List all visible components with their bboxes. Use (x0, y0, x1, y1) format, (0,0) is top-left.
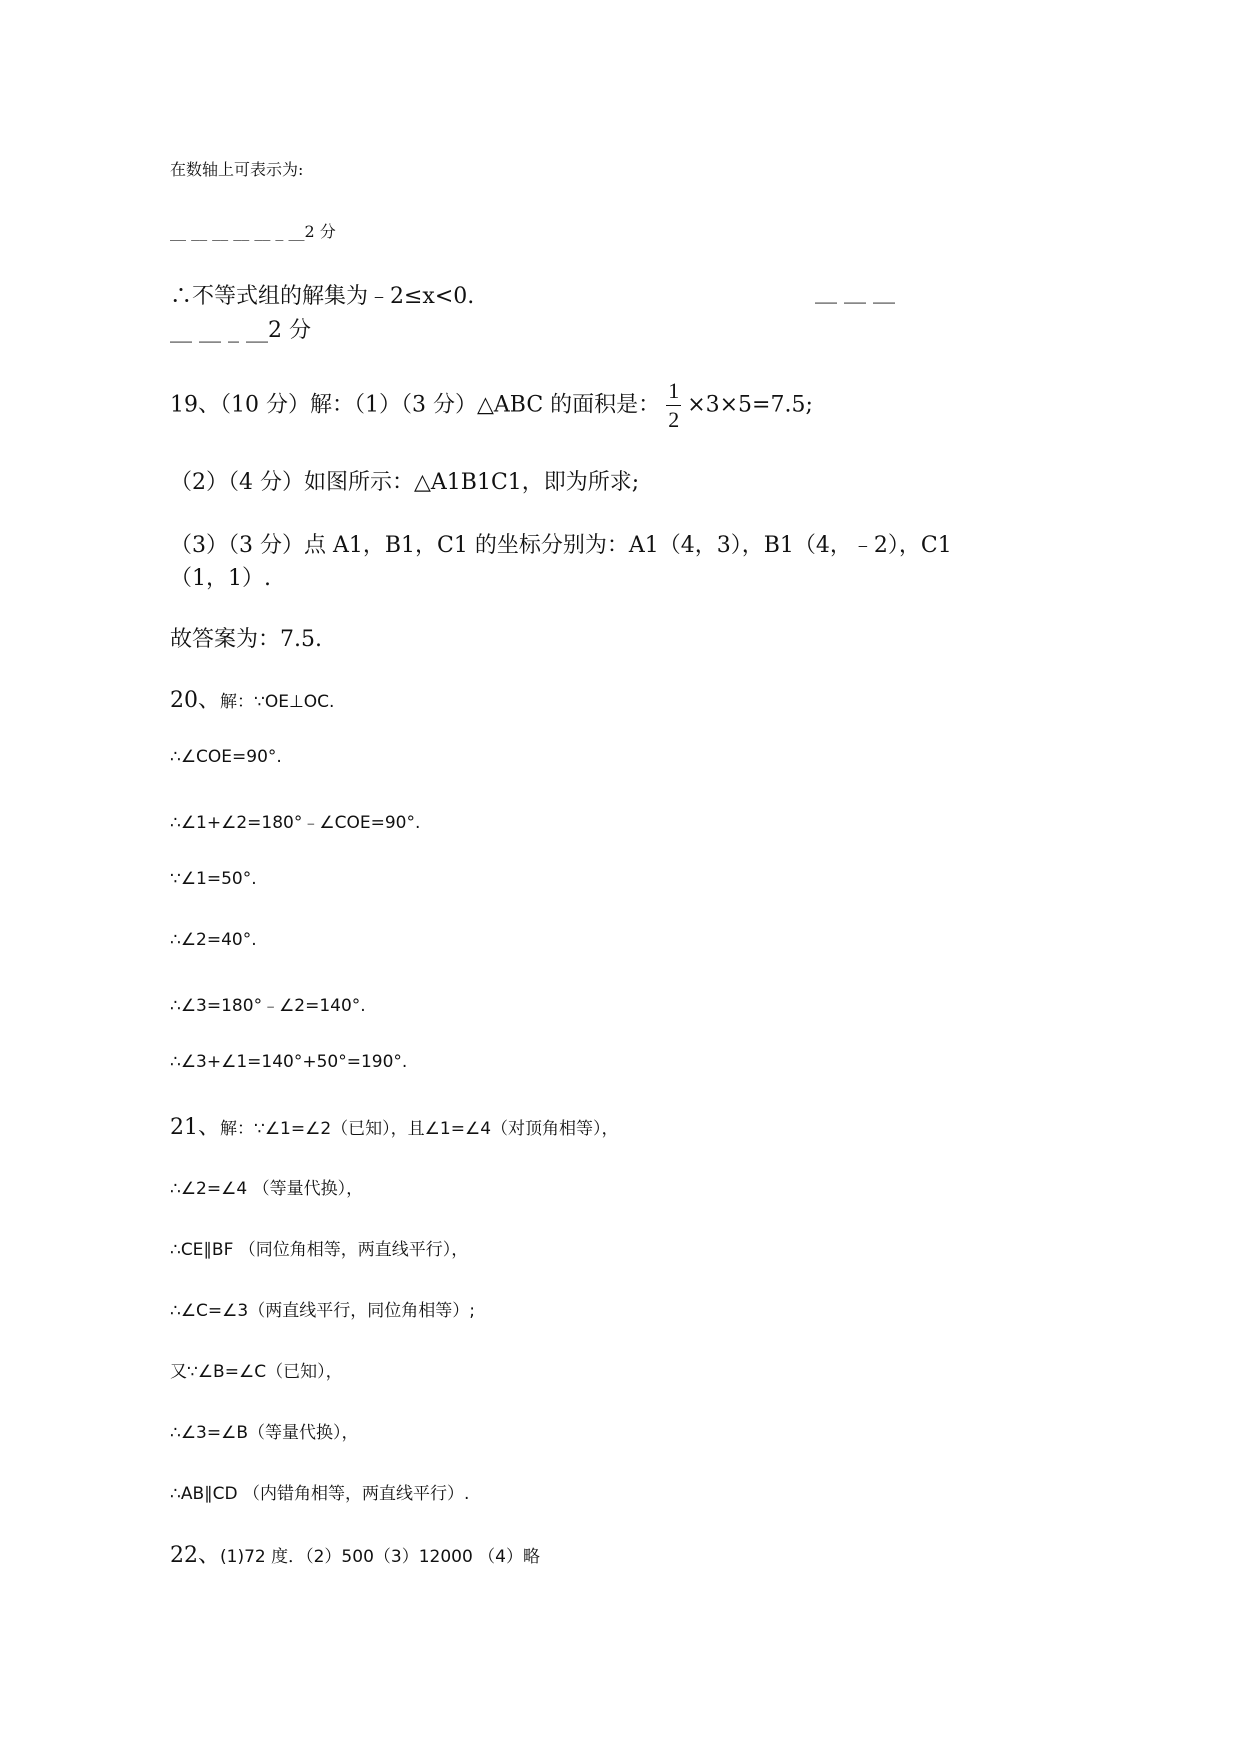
q20-step: ∴∠1+∠2=180°﹣∠COE=90°. (170, 813, 421, 833)
q19-part1-result: ×3×5=7.5; (687, 392, 813, 418)
score-line-1: __ __ __ __ __ _ __2 分 (170, 222, 336, 241)
q19-part1-text: 19、（10 分）解：（1）（3 分）△ABC 的面积是： (170, 392, 661, 418)
q20-step: ∴∠3+∠1=140°+50°=190°. (170, 1052, 408, 1072)
q21-step: ∴AB∥CD （内错角相等，两直线平行）. (170, 1484, 470, 1504)
q20-step: ∵∠1=50°. (170, 869, 257, 889)
q22-line (170, 1538, 540, 1569)
q22-text: (1)72 度．（2）500（3）12000 （4）略 (220, 1547, 540, 1567)
q21-number: 21、 (170, 1115, 220, 1140)
q22-number: 22、 (170, 1543, 220, 1568)
q20-text: 解：∵OE⊥OC. (220, 692, 335, 712)
q21-step: ∴CE∥BF （同位角相等，两直线平行）， (170, 1240, 469, 1260)
q19-answer: 故答案为：7.5. (170, 627, 322, 652)
q21-step: ∴∠C=∠3（两直线平行，同位角相等）; (170, 1301, 475, 1321)
q19-part3: （3）（3 分）点 A1，B1，C1 的坐标分别为：A1（4，3），B1（4，﹣2），C1 (170, 533, 952, 558)
q21-text: 解：∵∠1=∠2（已知），且∠1=∠4（对顶角相等）， (220, 1119, 619, 1139)
q21-step: ∴∠3=∠B（等量代换）， (170, 1423, 359, 1443)
q21-step: ∴∠2=∠4 （等量代换）， (170, 1179, 364, 1199)
number-line-intro: 在数轴上可表示为: (170, 160, 304, 179)
q20-step: ∴∠2=40°. (170, 930, 257, 950)
blank-lines: __ __ __ (815, 279, 895, 304)
q19-part3-cont: （1，1）. (170, 566, 271, 591)
q20-step: ∴∠3=180°﹣∠2=140°. (170, 996, 366, 1016)
fraction-numerator: 1 (666, 380, 681, 406)
q21-first-line (170, 1110, 619, 1141)
q20-step: ∴∠COE=90°. (170, 747, 282, 767)
fraction-one-half (666, 380, 681, 431)
score-line-2: __ __ _ __2 分 (170, 318, 311, 343)
solution-set-statement: ∴不等式组的解集为﹣2≤x<0. (170, 284, 475, 309)
q20-number: 20、 (170, 688, 220, 713)
q20-first-line (170, 683, 334, 714)
fraction-denominator: 2 (668, 407, 680, 432)
q21-step: 又∵∠B=∠C（已知）， (170, 1362, 343, 1382)
q19-part2: （2）（4 分）如图所示：△A1B1C1，即为所求; (170, 470, 640, 495)
q19-part1 (170, 380, 813, 431)
